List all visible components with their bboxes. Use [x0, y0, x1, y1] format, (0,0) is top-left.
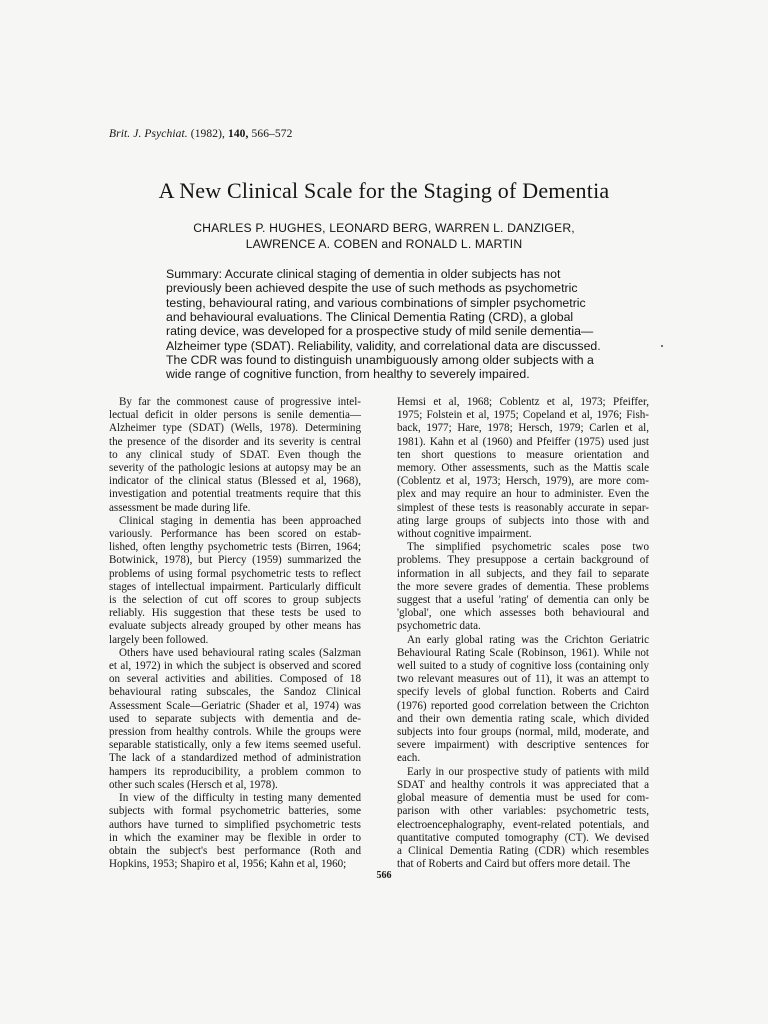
text-line: memory. Other assessments, such as the Mattis scale — [397, 462, 649, 475]
text-line: indicator of the clinical status (Blessed et al, 1968), — [109, 475, 361, 488]
text-line: Alzheimer type (SDAT) (Wells, 1978). Determining — [109, 422, 361, 435]
text-line: and behavioural evaluations. The Clinical Dementia Rating (CRD), a global — [166, 310, 574, 325]
text-line: on several activities and abilities. Composed of 18 — [109, 673, 361, 686]
text-line: problems. They presuppose a certain background of — [397, 554, 649, 567]
text-line: severe impairment) with descriptive sentences for — [397, 739, 649, 752]
text-line: 'global', one which assesses both behavioural and — [397, 607, 649, 620]
author-line: CHARLES P. HUGHES, LEONARD BERG, WARREN L. DANZIGER, — [193, 221, 575, 235]
text-line: Others have used behavioural rating scales (Salzman — [119, 646, 361, 659]
text-line: investigation and potential treatments require that this — [109, 488, 361, 501]
text-line: is the selection of cut off scores to group subjects — [109, 594, 361, 607]
text-line: pression from healthy controls. While the groups were — [109, 726, 361, 739]
text-line: reliably. His suggestion that these tests be used to — [109, 607, 361, 620]
text-line: information in all subjects, and they fail to separate — [397, 567, 649, 580]
text-line: in which the examiner may be flexible in order to — [109, 831, 361, 844]
text-line: Hopkins, 1953; Shapiro et al, 1956; Kahn et al, 1960; — [109, 858, 347, 871]
text-line: to any clinical study of SDAT. Even though the — [109, 448, 361, 461]
text-line: By far the commonest cause of progressive intel- — [119, 396, 361, 408]
text-line: (Coblentz et al, 1973; Hersch, 1979), are more com- — [397, 475, 649, 488]
text-line: global measure of dementia must be used for com- — [397, 792, 649, 805]
text-line: ating large groups of subjects into those with and — [397, 514, 649, 527]
text-line: assessment be made during life. — [109, 501, 251, 514]
citation — [109, 128, 292, 140]
text-line: An early global rating was the Crichton Geriatric — [407, 633, 649, 646]
text-line: Hemsi et al, 1968; Coblentz et al, 1973; Pfeiffer, — [397, 396, 649, 408]
text-line: The CDR was found to distinguish unambiguously among older subjects with a — [166, 353, 594, 368]
text-line: quantitative computed tomography (CT). We devised — [397, 831, 649, 844]
citation-year: (1982), — [190, 128, 225, 140]
text-line: previously been achieved despite the use of such methods as psychometric — [166, 281, 578, 296]
text-line: In view of the difficulty in testing many demented — [119, 792, 361, 805]
text-line: severity of the pathologic lesions at autopsy may be an — [109, 462, 361, 475]
text-line: lished, often lengthy psychometric tests (Birren, 1964; — [109, 541, 361, 554]
text-line: et al, 1972) in which the subject is observed and scored — [109, 660, 361, 673]
text-line: psychometric data. — [397, 620, 481, 633]
text-line: variously. Performance has been scored on estab- — [109, 528, 361, 541]
text-line: obtain the subject's best performance (Roth and — [109, 844, 361, 857]
text-line: Assessment Scale—Geriatric (Shader et al, 1974) was — [109, 699, 361, 712]
text-line: 1975; Folstein et al, 1975; Copeland et al, 1976; Fish- — [397, 409, 649, 422]
text-line: electroencephalography, event-related potentials, and — [397, 818, 649, 831]
text-line: parison with other variables: psychometric tests, — [397, 805, 649, 818]
text-line: the more severe grades of dementia. These problems — [397, 580, 649, 593]
text-line: separable statistically, only a few items seemed useful. — [109, 739, 361, 752]
text-line: other such scales (Hersch et al, 1978). — [109, 778, 278, 791]
citation-volume: 140, — [227, 128, 249, 140]
text-line: (1976) reported good correlation between the Crichton — [397, 699, 649, 712]
text-line: 1981). Kahn et al (1960) and Pfeiffer (1975) used just — [397, 435, 649, 448]
text-line: testing, behavioural rating, and various combinations of simpler psychometric — [166, 295, 586, 310]
citation-journal: Brit. J. Psychiat. — [109, 128, 188, 140]
text-line: wide range of cognitive function, from healthy to severely impaired. — [166, 367, 530, 382]
author-list — [0, 220, 768, 252]
text-line: simplest of these tests is reasonably accurate in separ- — [397, 501, 649, 514]
article-title: A New Clinical Scale for the Staging of Dementia — [158, 178, 610, 203]
text-line: specify levels of global function. Roberts and Caird — [397, 686, 649, 699]
text-line: two relevant measures out of 11), it was an attempt to — [397, 673, 649, 686]
text-line: Summary: Accurate clinical staging of dementia in older subjects has not — [166, 267, 561, 281]
text-line: Botwinick, 1978), but Piercy (1959) summarized the — [109, 554, 361, 567]
text-line: lectual deficit in older persons is senile dementia— — [109, 409, 361, 422]
scan-speck — [661, 345, 663, 347]
text-line: subjects into four groups (normal, mild, moderate, and — [397, 726, 649, 739]
page-number: 566 — [376, 870, 392, 881]
text-line: rating device, was developed for a prospective study of mild senile dementia— — [166, 324, 594, 339]
text-line: authors have turned to simplified psychometric tests — [109, 818, 361, 831]
text-line: suggest that a useful 'rating' of dementia can only be — [397, 594, 649, 607]
summary-abstract — [166, 267, 616, 382]
text-line: largely been followed. — [109, 633, 209, 646]
citation-pages: 566–572 — [251, 128, 293, 140]
text-line: and their own dementia rating scale, which divided — [397, 712, 649, 725]
text-line: a Clinical Dementia Rating (CDR) which resembles — [397, 844, 649, 857]
text-line: Clinical staging in dementia has been approached — [119, 514, 361, 527]
text-line: behavioural rating subscales, the Sandoz Clinical — [109, 686, 361, 699]
body-column-left — [109, 396, 361, 871]
text-line: without cognitive impairment. — [397, 528, 532, 541]
text-line: back, 1977; Hare, 1978; Hersch, 1979; Carlen et al, — [397, 422, 649, 435]
text-line: The lack of a standardized method of administration — [109, 752, 361, 765]
text-line: evaluate subjects already grouped by other means has — [109, 620, 361, 633]
body-column-right — [397, 396, 649, 871]
text-line: subjects with formal psychometric batteries, some — [109, 805, 361, 818]
text-line: The simplified psychometric scales pose two — [407, 541, 649, 554]
text-line: well suited to a study of cognitive loss (containing only — [397, 660, 649, 673]
author-line: LAWRENCE A. COBEN and RONALD L. MARTIN — [245, 237, 523, 251]
text-line: Alzheimer type (SDAT). Reliability, validity, and correlational data are discussed. — [166, 338, 601, 353]
text-line: stages of intellectual impairment. Particularly difficult — [109, 580, 361, 593]
text-line: used to separate subjects with dementia and de- — [109, 712, 361, 725]
text-line: plex and may require an hour to administer. Even the — [397, 488, 649, 501]
text-line: hampers its reproducibility, a problem common to — [109, 765, 361, 778]
text-line: the presence of the disorder and its severity is central — [109, 435, 361, 448]
text-line: problems of using formal psychometric tests to reflect — [109, 567, 361, 580]
text-line: each. — [397, 752, 421, 765]
text-line: ten short questions to measure orientation and — [397, 448, 649, 461]
text-line: Behavioural Rating Scale (Robinson, 1961). While not — [397, 646, 649, 659]
text-line: SDAT and healthy controls it was appreciated that a — [397, 778, 649, 791]
text-line: Early in our prospective study of patients with mild — [407, 765, 649, 778]
text-line: that of Roberts and Caird but offers more detail. The — [397, 858, 631, 871]
